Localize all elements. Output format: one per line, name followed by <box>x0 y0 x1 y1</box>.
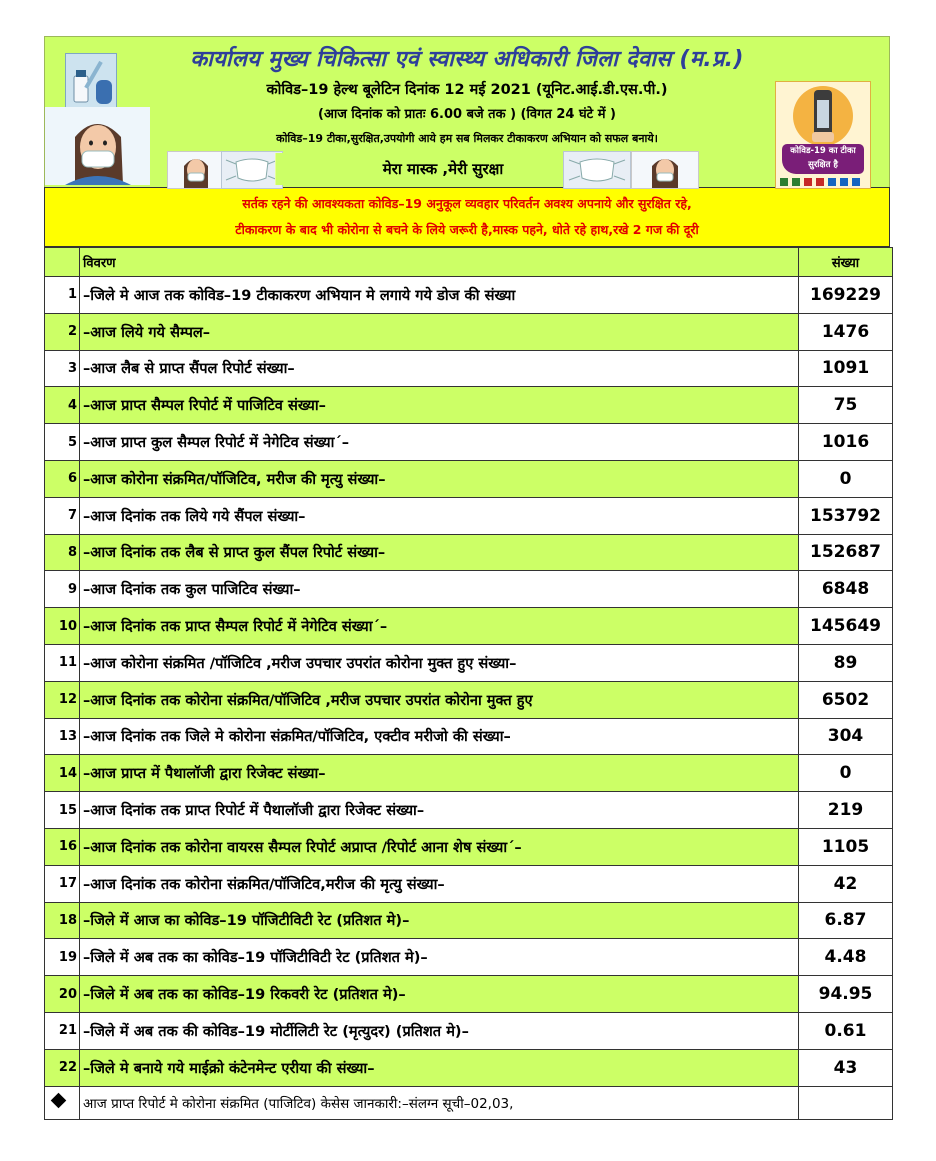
header-description: विवरण <box>80 248 799 277</box>
table-row <box>45 755 893 792</box>
row-number: 7 <box>45 497 80 534</box>
table-row <box>45 828 893 865</box>
row-number: 8 <box>45 534 80 571</box>
row-count: 1091 <box>799 350 893 387</box>
row-count: 4.48 <box>799 939 893 976</box>
row-number: 22 <box>45 1049 80 1086</box>
mask-slogan-banner: मेरा मास्क ,मेरी सुरक्षा <box>275 153 610 185</box>
table-row <box>45 277 893 314</box>
row-description: –आज प्राप्त सैम्पल रिपोर्ट में पाजिटिव संख्या– <box>80 387 799 424</box>
row-count: 145649 <box>799 608 893 645</box>
table-row <box>45 608 893 645</box>
footer-empty-cell <box>799 1086 893 1119</box>
row-number: 10 <box>45 608 80 645</box>
row-description: –आज लैब से प्राप्त सैंपल रिपोर्ट संख्या– <box>80 350 799 387</box>
row-description: –आज दिनांक तक लिये गये सैंपल संख्या– <box>80 497 799 534</box>
row-count: 1105 <box>799 828 893 865</box>
row-count: 94.95 <box>799 976 893 1013</box>
row-count: 43 <box>799 1049 893 1086</box>
row-description: –आज प्राप्त में पैथालॉजी द्वारा रिजेक्ट संख्या– <box>80 755 799 792</box>
row-count: 6.87 <box>799 902 893 939</box>
row-number: 9 <box>45 571 80 608</box>
row-description: –आज दिनांक तक कोरोना वायरस सैम्पल रिपोर्ट अप्राप्त /रिपोर्ट आना शेष संख्या´– <box>80 828 799 865</box>
row-count: 169229 <box>799 277 893 314</box>
row-number: 11 <box>45 644 80 681</box>
row-count: 219 <box>799 792 893 829</box>
table-row <box>45 460 893 497</box>
row-number: 4 <box>45 387 80 424</box>
row-description: –आज कोरोना संक्रमित /पॉजिटिव ,मरीज उपचार उपरांत कोरोना मुक्त हुए संख्या– <box>80 644 799 681</box>
row-description: –जिले में अब तक का कोविड–19 पॉजिटीविटी रेट (प्रतिशत मे)– <box>80 939 799 976</box>
row-description: –जिले में अब तक की कोविड–19 मोर्टीलिटी रेट (मृत्युदर) (प्रतिशत मे)– <box>80 1012 799 1049</box>
row-count: 0.61 <box>799 1012 893 1049</box>
poster-caption: कोविड-19 का टीका सुरक्षित है <box>782 144 864 174</box>
office-title: कार्यालय मुख्य चिकित्सा एवं स्वास्थ्य अधिकारी जिला देवास (म.प्र.) <box>190 47 744 72</box>
row-number: 18 <box>45 902 80 939</box>
footer-bullet-cell <box>45 1086 80 1119</box>
row-number: 20 <box>45 976 80 1013</box>
advisory-notice <box>44 187 890 247</box>
row-description: –आज दिनांक तक कुल पाजिटिव संख्या– <box>80 571 799 608</box>
table-row <box>45 424 893 461</box>
table-row <box>45 865 893 902</box>
time-window-line: (आज दिनांक को प्रातः 6.00 बजे तक ) (विगत 24 घंटे में ) <box>318 107 616 122</box>
row-count: 153792 <box>799 497 893 534</box>
row-count: 304 <box>799 718 893 755</box>
table-row <box>45 350 893 387</box>
vaccination-appeal-line: कोविड–19 टीका,सुरक्षित,उपयोगी आये हम सब मिलकर टीकाकरण अभियान को सफल बनाये। <box>276 132 658 145</box>
table-row <box>45 534 893 571</box>
table-row <box>45 792 893 829</box>
row-number: 17 <box>45 865 80 902</box>
row-description: –आज दिनांक तक प्राप्त रिपोर्ट में पैथालॉजी द्वारा रिजेक्ट संख्या– <box>80 792 799 829</box>
row-number: 21 <box>45 1012 80 1049</box>
table-row <box>45 718 893 755</box>
woman-mask-icon <box>631 151 699 189</box>
row-count: 42 <box>799 865 893 902</box>
row-number: 2 <box>45 313 80 350</box>
advisory-line-1: सर्तक रहने की आवश्यकता कोविड–19 अनुकूल व्यवहार परिवर्तन अवश्य अपनाये और सुरक्षित रहे, <box>242 196 692 211</box>
table-row <box>45 1012 893 1049</box>
woman-mask-icon <box>45 107 150 185</box>
table-row <box>45 1049 893 1086</box>
row-count: 1016 <box>799 424 893 461</box>
header-count: संख्या <box>799 248 893 277</box>
table-row <box>45 976 893 1013</box>
row-count: 0 <box>799 755 893 792</box>
row-number: 16 <box>45 828 80 865</box>
diamond-bullet-icon <box>50 1093 66 1109</box>
row-description: –जिले में अब तक का कोविड–19 रिकवरी रेट (प्रतिशत मे)– <box>80 976 799 1013</box>
bulletin-sheet <box>44 36 890 1120</box>
row-count: 89 <box>799 644 893 681</box>
table-row <box>45 902 893 939</box>
row-description: –जिले में आज का कोविड–19 पॉजिटीविटी रेट (प्रतिशत मे)– <box>80 902 799 939</box>
row-description: –आज दिनांक तक लैब से प्राप्त कुल सैंपल रिपोर्ट संख्या– <box>80 534 799 571</box>
table-row <box>45 571 893 608</box>
footer-note: आज प्राप्त रिपोर्ट मे कोरोना संक्रमित (पाजिटिव) केसेस जानकारी:–संलग्न सूची–02,03, <box>80 1086 799 1119</box>
header-num-cell <box>45 248 80 277</box>
row-count: 6502 <box>799 681 893 718</box>
woman-mask-icon <box>167 151 225 189</box>
row-description: –आज दिनांक तक जिले मे कोरोना संक्रमित/पॉजिटिव, एक्टीव मरीजो की संख्या– <box>80 718 799 755</box>
row-number: 6 <box>45 460 80 497</box>
row-number: 1 <box>45 277 80 314</box>
row-description: –आज प्राप्त कुल सैम्पल रिपोर्ट में नेगेटिव संख्या´– <box>80 424 799 461</box>
bulletin-header <box>44 36 890 187</box>
vaccine-safe-poster <box>775 81 871 189</box>
row-count: 6848 <box>799 571 893 608</box>
covid-stats-table <box>44 247 893 1120</box>
advisory-line-2: टीकाकरण के बाद भी कोरोना से बचने के लिये जरूरी है,मास्क पहने, धोते रहे हाथ,रखे 2 गज की दूरी <box>235 222 699 237</box>
table-row <box>45 939 893 976</box>
table-row <box>45 313 893 350</box>
row-description: –आज दिनांक तक प्राप्त सैम्पल रिपोर्ट में नेगेटिव संख्या´– <box>80 608 799 645</box>
row-number: 5 <box>45 424 80 461</box>
table-row <box>45 497 893 534</box>
row-number: 15 <box>45 792 80 829</box>
row-description: –जिले मे बनाये गये माईक्रो कंटेनमेन्ट एरीया की संख्या– <box>80 1049 799 1086</box>
row-number: 12 <box>45 681 80 718</box>
row-description: –जिले मे आज तक कोविड–19 टीकाकरण अभियान मे लगाये गये डोज की संख्या <box>80 277 799 314</box>
row-count: 75 <box>799 387 893 424</box>
row-count: 0 <box>799 460 893 497</box>
table-row <box>45 387 893 424</box>
row-description: –आज दिनांक तक कोरोना संक्रमित/पॉजिटिव,मरीज की मृत्यु संख्या– <box>80 865 799 902</box>
bulletin-date-line: कोविड–19 हेल्थ बूलेटिन दिनांक 12 मई 2021 (यूनिट.आई.डी.एस.पी.) <box>266 82 668 98</box>
vaccine-vial-icon <box>65 53 117 111</box>
row-number: 3 <box>45 350 80 387</box>
row-description: –आज दिनांक तक कोरोना संक्रमित/पॉजिटिव ,मरीज उपचार उपरांत कोरोना मुक्त हुए <box>80 681 799 718</box>
row-count: 1476 <box>799 313 893 350</box>
row-number: 19 <box>45 939 80 976</box>
row-count: 152687 <box>799 534 893 571</box>
surgical-mask-icon <box>221 151 283 189</box>
row-number: 14 <box>45 755 80 792</box>
surgical-mask-icon <box>563 151 631 189</box>
table-header-row <box>45 248 893 277</box>
row-description: –आज लिये गये सैम्पल– <box>80 313 799 350</box>
table-footer-row <box>45 1086 893 1119</box>
table-row <box>45 681 893 718</box>
row-number: 13 <box>45 718 80 755</box>
table-row <box>45 644 893 681</box>
row-description: –आज कोरोना संक्रमित/पॉजिटिव, मरीज की मृत्यु संख्या– <box>80 460 799 497</box>
